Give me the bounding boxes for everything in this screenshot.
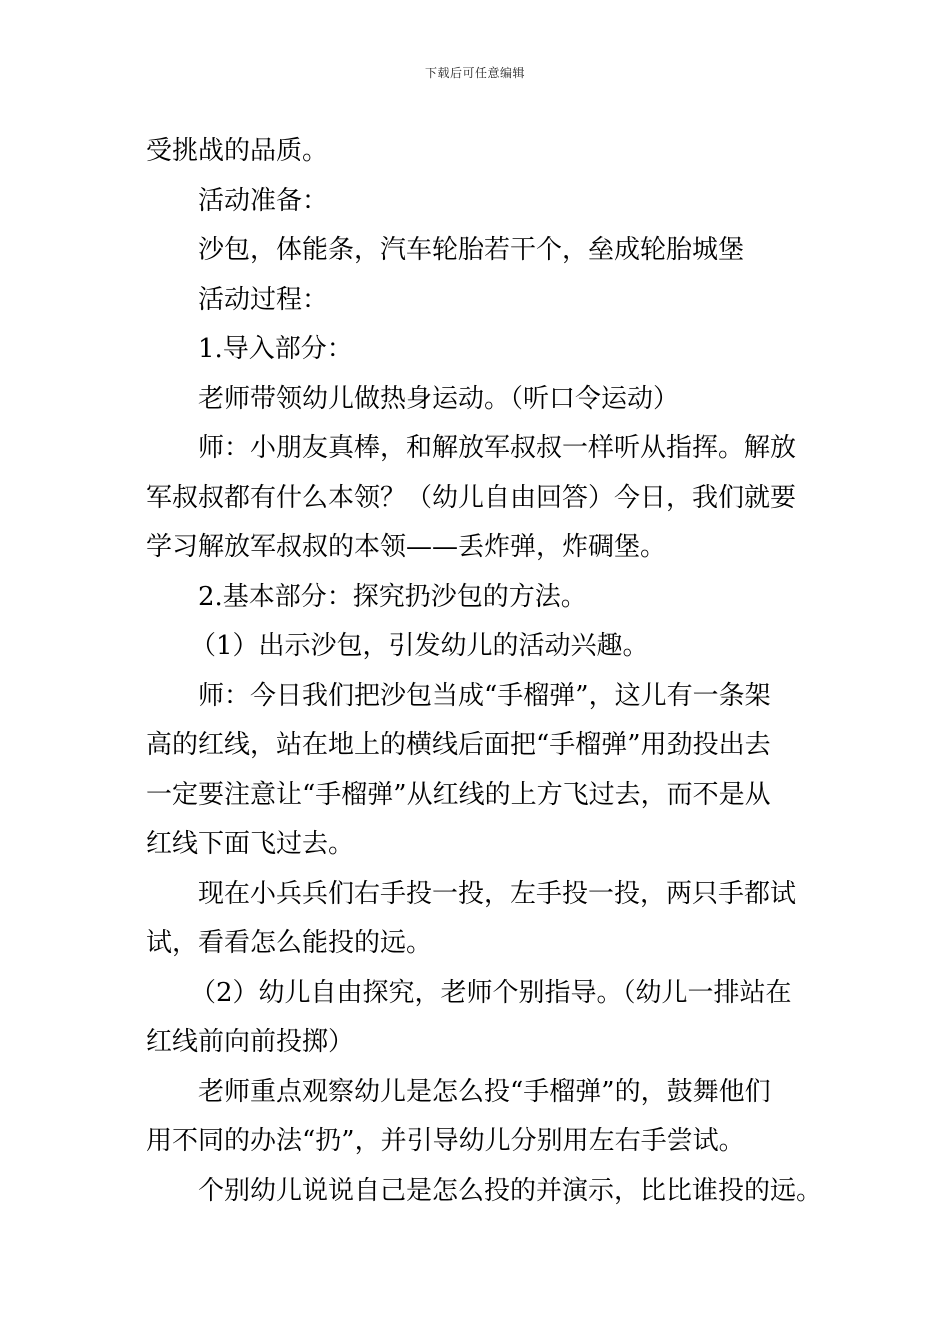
text-line: 现在小兵兵们右手投一投，左手投一投，两只手都试 [198, 878, 797, 909]
text-line: （1）出示沙包，引发幼儿的活动兴趣。 [190, 631, 649, 661]
text-line: 活动准备： [198, 185, 329, 216]
text-line: 2.基本部分：探究扔沙包的方法。 [198, 581, 587, 612]
text-line: 试，看看怎么能投的远。 [146, 928, 433, 958]
text-line: 活动过程： [198, 284, 329, 315]
text-line: 老师带领幼儿做热身运动。（听口令运动） [198, 383, 680, 414]
text-line: 老师重点观察幼儿是怎么投“手榴弹”的，鼓舞他们 [198, 1076, 771, 1107]
text-line: （2）幼儿自由探究，老师个别指导。（幼儿一排站在 [190, 977, 792, 1008]
page-header: 下载后可任意编辑 [424, 66, 525, 80]
text-line: 1.导入部分： [198, 334, 353, 364]
text-line: 受挑战的品质。 [146, 136, 329, 166]
text-line: 红线下面飞过去。 [146, 829, 355, 859]
text-line: 一定要注意让“手榴弹”从红线的上方飞过去，而不是从 [146, 779, 771, 810]
document-body [146, 127, 823, 1216]
text-line: 用不同的办法“扔”，并引导幼儿分别用左右手尝试。 [146, 1126, 745, 1156]
text-line: 师：小朋友真棒，和解放军叔叔一样听从指挥。解放 [198, 433, 797, 463]
text-line: 个别幼儿说说自己是怎么投的并演示，比比谁投的远。 [198, 1175, 823, 1206]
text-line: 红线前向前投掷） [146, 1027, 355, 1057]
text-line: 学习解放军叔叔的本领——丢炸弹，炸碉堡。 [146, 532, 667, 562]
text-line: 高的红线，站在地上的横线后面把“手榴弹”用劲投出去 [146, 730, 771, 760]
text-line: 沙包，体能条，汽车轮胎若干个，垒成轮胎城堡 [198, 235, 745, 265]
text-line: 师：今日我们把沙包当成“手榴弹”，这儿有一条架 [198, 680, 771, 711]
text-line: 军叔叔都有什么本领？（幼儿自由回答）今日，我们就要 [146, 482, 797, 513]
